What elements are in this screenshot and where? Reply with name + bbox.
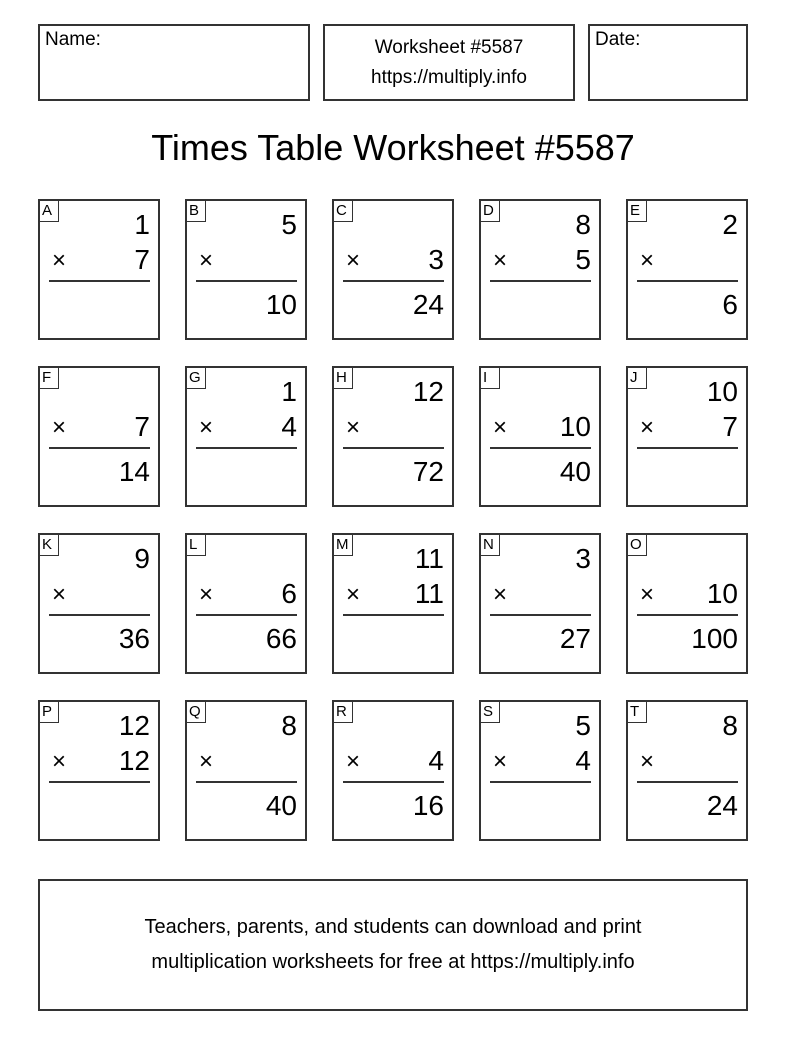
problem-card: [332, 366, 454, 507]
multiply-sign: ×: [493, 247, 508, 274]
problem-bottom-factor: 4: [575, 745, 591, 776]
multiply-sign: ×: [199, 748, 214, 775]
problem-bottom-factor: 11: [414, 578, 444, 609]
multiply-sign: ×: [640, 748, 655, 775]
problem-answer: 40: [559, 456, 591, 487]
problem-bottom-factor: 4: [281, 411, 297, 442]
problem-card: [479, 533, 601, 674]
multiply-sign: ×: [493, 581, 508, 608]
problem-answer: 14: [118, 456, 150, 487]
problem-label: Q: [186, 701, 206, 723]
problem-card: [626, 366, 748, 507]
worksheet-number: Worksheet #5587: [374, 37, 524, 58]
problem-top-factor: 5: [575, 710, 591, 741]
problem-top-factor: 10: [706, 376, 738, 407]
multiply-sign: ×: [199, 414, 214, 441]
problem-top-factor: 5: [281, 209, 297, 240]
problem-top-factor: 8: [722, 710, 738, 741]
problem-label: O: [627, 534, 647, 556]
problem-answer: 100: [691, 623, 738, 654]
problem-top-factor: 8: [575, 209, 591, 240]
problem-bottom-factor: 7: [722, 411, 738, 442]
answer-rule-line: [49, 280, 150, 282]
problem-bottom-factor: 6: [281, 578, 297, 609]
worksheet-url: https://multiply.info: [371, 67, 527, 88]
problem-card: [185, 199, 307, 340]
multiply-sign: ×: [52, 247, 67, 274]
problem-answer: 10: [265, 289, 297, 320]
worksheet-info-box: [323, 24, 575, 101]
problem-card: [38, 366, 160, 507]
multiply-sign: ×: [346, 247, 361, 274]
problem-bottom-factor: 7: [134, 411, 150, 442]
problem-top-factor: 11: [414, 543, 444, 574]
problem-label: R: [333, 701, 353, 723]
problem-answer: 6: [722, 289, 738, 320]
problem-bottom-factor: 4: [428, 745, 444, 776]
multiply-sign: ×: [346, 748, 361, 775]
problem-top-factor: 12: [412, 376, 444, 407]
date-label: Date:: [595, 29, 641, 50]
name-field-box[interactable]: [38, 24, 310, 101]
problem-bottom-factor: 12: [118, 745, 150, 776]
problem-top-factor: 1: [134, 209, 150, 240]
answer-rule-line: [343, 280, 444, 282]
answer-rule-line: [196, 614, 297, 616]
problem-card: [626, 700, 748, 841]
problem-bottom-factor: 10: [706, 578, 738, 609]
problem-card: [332, 533, 454, 674]
problem-label: J: [627, 367, 647, 389]
problem-card: [38, 700, 160, 841]
footer-box: [38, 879, 748, 1011]
answer-rule-line: [637, 280, 738, 282]
answer-rule-line: [196, 280, 297, 282]
problem-card: [185, 366, 307, 507]
problem-label: L: [186, 534, 206, 556]
problem-top-factor: 2: [722, 209, 738, 240]
problem-label: G: [186, 367, 206, 389]
problem-card: [38, 199, 160, 340]
problem-card: [479, 366, 601, 507]
problem-bottom-factor: 3: [428, 244, 444, 275]
answer-rule-line: [637, 447, 738, 449]
answer-rule-line: [637, 781, 738, 783]
problem-card: [479, 199, 601, 340]
answer-rule-line: [637, 614, 738, 616]
answer-rule-line: [49, 781, 150, 783]
problem-label: C: [333, 200, 353, 222]
problem-top-factor: 9: [134, 543, 150, 574]
problem-top-factor: 8: [281, 710, 297, 741]
problem-label: S: [480, 701, 500, 723]
answer-rule-line: [490, 614, 591, 616]
problem-card: [332, 199, 454, 340]
multiply-sign: ×: [199, 247, 214, 274]
answer-rule-line: [490, 447, 591, 449]
problem-top-factor: 1: [281, 376, 297, 407]
answer-rule-line: [343, 614, 444, 616]
problem-top-factor: 12: [118, 710, 150, 741]
problem-label: P: [39, 701, 59, 723]
problem-answer: 36: [118, 623, 150, 654]
problem-label: I: [480, 367, 500, 389]
multiply-sign: ×: [346, 414, 361, 441]
problem-label: A: [39, 200, 59, 222]
multiply-sign: ×: [346, 581, 361, 608]
problem-answer: 16: [412, 790, 444, 821]
problem-label: N: [480, 534, 500, 556]
problem-label: T: [627, 701, 647, 723]
date-field-box[interactable]: [588, 24, 748, 101]
problem-label: B: [186, 200, 206, 222]
multiply-sign: ×: [52, 581, 67, 608]
multiply-sign: ×: [493, 748, 508, 775]
problem-label: H: [333, 367, 353, 389]
answer-rule-line: [196, 781, 297, 783]
problem-answer: 72: [412, 456, 444, 487]
problem-card: [626, 533, 748, 674]
answer-rule-line: [490, 781, 591, 783]
problem-label: D: [480, 200, 500, 222]
multiply-sign: ×: [640, 247, 655, 274]
problem-label: K: [39, 534, 59, 556]
problem-bottom-factor: 10: [559, 411, 591, 442]
problem-answer: 40: [265, 790, 297, 821]
name-label: Name:: [45, 29, 101, 50]
problem-answer: 27: [559, 623, 591, 654]
page-title: Times Table Worksheet #5587: [151, 127, 635, 168]
problem-card: [38, 533, 160, 674]
answer-rule-line: [343, 447, 444, 449]
multiply-sign: ×: [52, 414, 67, 441]
answer-rule-line: [49, 614, 150, 616]
problem-answer: 24: [412, 289, 444, 320]
problem-answer: 66: [265, 623, 297, 654]
problem-card: [332, 700, 454, 841]
footer-text-line-2: multiplication worksheets for free at https://multiply.info: [151, 951, 635, 973]
problem-card: [479, 700, 601, 841]
problem-bottom-factor: 5: [575, 244, 591, 275]
answer-rule-line: [49, 447, 150, 449]
problem-card: [185, 533, 307, 674]
footer-text-line-1: Teachers, parents, and students can download and print: [144, 916, 642, 938]
problem-card: [626, 199, 748, 340]
multiply-sign: ×: [493, 414, 508, 441]
multiply-sign: ×: [640, 581, 655, 608]
answer-rule-line: [196, 447, 297, 449]
answer-rule-line: [343, 781, 444, 783]
problem-card: [185, 700, 307, 841]
problem-label: F: [39, 367, 59, 389]
problem-top-factor: 3: [575, 543, 591, 574]
problem-label: M: [333, 534, 353, 556]
problem-answer: 24: [706, 790, 738, 821]
multiply-sign: ×: [640, 414, 655, 441]
multiply-sign: ×: [52, 748, 67, 775]
multiply-sign: ×: [199, 581, 214, 608]
answer-rule-line: [490, 280, 591, 282]
problem-bottom-factor: 7: [134, 244, 150, 275]
problem-label: E: [627, 200, 647, 222]
